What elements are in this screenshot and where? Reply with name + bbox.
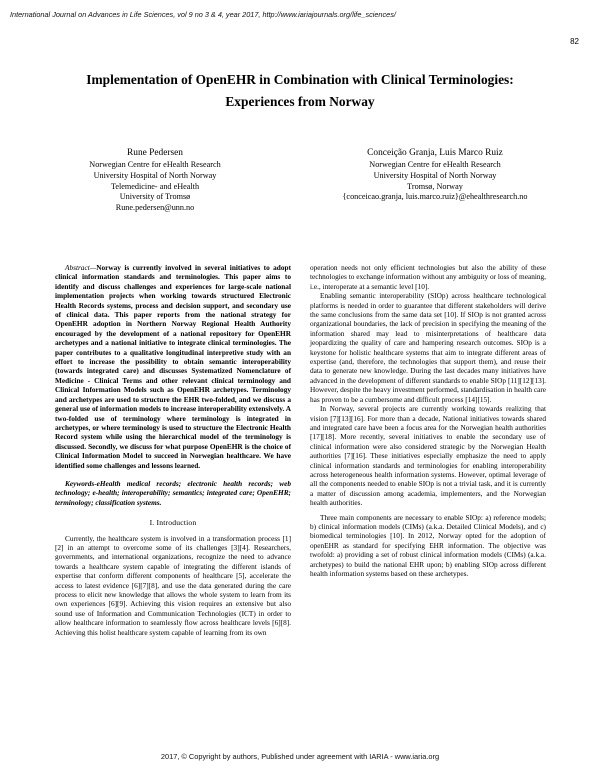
author-affiliation: Norwegian Centre for eHealth Research — [369, 160, 501, 169]
right-column — [310, 263, 546, 578]
author-block-2 — [320, 148, 550, 203]
author-affiliation: University Hospital of North Norway — [373, 170, 497, 180]
author-block-1 — [55, 148, 255, 214]
intro-paragraph: Currently, the healthcare system is involved in a transformation process [1][2] in an attempt to overcome some of its challenges [3][4]. Researchers, governments, and international organizations, recognize the need to advance towards a healthcare system capable of integrating the different islands of expertise that conform different components of healthcare [5], accelerate the access to latest evidence [6][7][8], and use the data generated during the care process to elicit new knowledge that allows the whole system to learn from its own experiences [6][9]. Achieving this vision requires an extensive but also sound use of Information and Communication Technologies (ICT) in order to allow healthcare information to seamlessly flow across healthcare levels [6][8]. Achieving this holist healthcare system capable of learning from its own — [55, 533, 291, 637]
body-paragraph: Three main components are necessary to enable SIOp: a) reference models; b) clinical information models (CIMs) (a.k.a. Detailed Clinical Models), and c) biomedical terminologies [10]. In 2012, Norway opted for the adoption of openEHR as standard for specifying EHR information. The objective was twofold: a) providing a set of robust clinical information models (CIMs) (a.k.a. archetypes) to build the national EHR upon; b) enabling SIOp across different health information systems based on these archetypes. — [310, 512, 546, 578]
copyright-footer: 2017, © Copyright by authors, Published under agreement with IARIA - www.iaria.org — [160, 752, 440, 761]
author-email: Rune.pedersen@unn.no — [115, 203, 195, 213]
author-affiliation: Tromsø, Norway — [407, 181, 463, 191]
author-affiliation: University Hospital of North Norway — [93, 170, 217, 180]
body-paragraph: Enabling semantic interoperability (SIOp) across healthcare technological platforms is needed in order to guarantee that different stakeholders will derive the same conclusions from the same data set [10]. If SIOp is not granted across organizational boundaries, the lack of precision in specifying the meaning of the information shared may lead to misinterpretations of healthcare data jeopardizing the quality of care and hampering research outcomes. SIOp is a keystone for holistic healthcare systems that aim to integrate different areas of expertise (and, therefore, the technologies that support them), and reuse their data to generate new knowledge. During the last decades many initiatives have advanced in the development of different standards to enable SIOp [11][12][13]. However, despite the heavy investment performed, standardisation in health care has proven to be a cumbersome and difficult process [14][15]. — [310, 291, 546, 404]
author-name: Conceição Granja, Luis Marco Ruiz — [367, 148, 503, 158]
journal-header: International Journal on Advances in Life Sciences, vol 9 no 3 & 4, year 2017, http://www.iariajournals.org/life_sciences/ — [10, 10, 396, 19]
body-paragraph: operation needs not only efficient technologies but also the ability of these technologies to exchange information without any ambiguity or loss of meaning, i.e., interoperate at a semantic level [10]. — [310, 263, 546, 291]
section-heading: I. Introduction — [149, 518, 197, 528]
author-affiliation: Telemedicine- and eHealth — [110, 181, 200, 191]
body-paragraph: In Norway, several projects are currently working towards realizing that vision [7][13][16]. For more than a decade, National initiatives towards shared and integrated care have been a focus area for the Norwegian health authorities [17][18]. More recently, several initiatives to enable the secondary use of clinical information were also considered strategic by the Norwegian Health authorities [7][16]. These initiatives especially emphasize the need to apply clinical information standards and terminologies for enabling interoperability across heterogeneous health information systems. However, optimal leverage of all the components needed to enable SIOp is not a trivial task, and it is currently a matter of discussion among academia, implementers, and the Norwegian health authorities. — [310, 404, 546, 508]
left-column — [55, 263, 291, 637]
paper-title: Implementation of OpenEHR in Combination with Clinical Terminologies: Experiences from Norway — [86, 72, 514, 109]
abstract — [55, 263, 291, 470]
author-affiliation: Norwegian Centre for eHealth Research — [89, 160, 221, 169]
author-name: Rune Pedersen — [127, 148, 183, 158]
abstract-text: Norway is currently involved in several initiatives to adopt clinical information standards and terminologies. This paper aims to identify and discuss challenges and experiences for large-scale national implementation projects when working towards structured Electronic Health Records systems, process and decision support, and secondary use of clinical data. This paper reports from the national strategy for OpenEHR adoption in Northern Norway Regional Health Authority encouraged by the development of a national repository for OpenEHR archetypes and a national initiative to integrate clinical terminologies. The paper contributes to a qualitative longitudinal interpretive study with an effort to increase the possibility to obtain semantic interoperability (towards integrated care) and discusses Systematized Nomenclature of Medicine - Clinical Terms and other relevant clinical terminology and Clinical Information Models such as OpenEHR archetypes. Terminology and archetypes are used to structure the EHR two-folded, and we discuss a general use of information models to increase interoperability extensively. A two-folded use of terminology where terminology is integrated in archetypes, or where terminology is used to structure the Electronic Health Record system while using the hierarchical model of the terminology is discussed. Secondly, we discuss for what purpose OpenEHR is the choice of Clinical Information Model to succeed in Norwegian healthcare. We have identified some challenges and lessons learned. — [55, 263, 291, 470]
keywords: Keywords-eHealth medical records; electronic health records; web technology; e-health; interoperability; semantics; integrated care; OpenEHR; terminology; classification systems. — [55, 478, 291, 507]
abstract-lead: Abstract— — [65, 263, 97, 272]
author-affiliation: University of Tromsø — [119, 192, 191, 202]
page-number: 82 — [570, 37, 579, 46]
author-email: {conceicao.granja, luis.marco.ruiz}@ehealthresearch.no — [342, 192, 528, 202]
